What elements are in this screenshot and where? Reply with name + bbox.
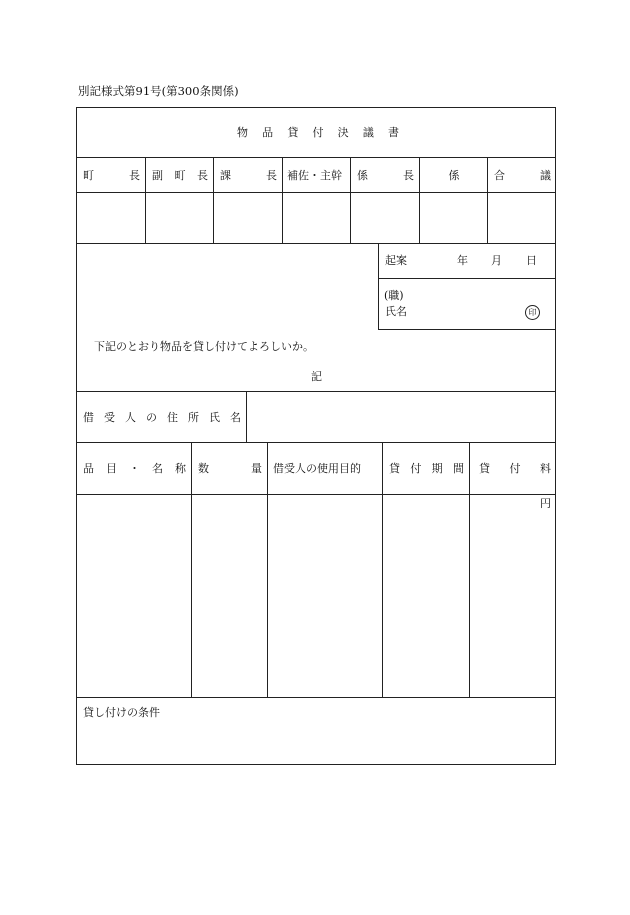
items-column-divider [469,443,470,698]
approval-header-staff: 係 [448,169,460,182]
approval-header-deputy-mayor: 副 町 長 [152,169,208,182]
approval-header-unit-chief: 係 長 [357,169,414,182]
loan-resolution-form [76,107,556,765]
approval-column-divider [213,158,214,244]
approval-column-divider [350,158,351,244]
items-header-purpose: 借受人の使用目的 [273,462,361,475]
approval-column-divider [282,158,283,244]
items-column-divider [191,443,192,698]
drafter-name-label: 氏名 [385,305,407,318]
approval-column-divider [419,158,420,244]
form-title: 物 品 貸 付 決 議 書 [237,126,399,139]
request-text: 下記のとおり物品を貸し付けてよろしいか。 [94,340,314,353]
approval-header-mayor: 町 長 [83,169,140,182]
position-label: (職) [384,289,404,302]
seal-mark-icon: 印 [525,305,540,320]
items-header-quantity: 数 量 [198,462,262,475]
draft-day-label: 日 [526,254,537,267]
items-body-bottom-divider [77,697,555,698]
draft-box-bottom-border [378,329,555,330]
fee-unit-label: 円 [540,497,551,510]
items-header-name: 品 目 ・ 名 称 [83,462,186,475]
loan-conditions-label: 貸し付けの条件 [83,706,160,719]
approval-header-section-chief: 課 長 [220,169,277,182]
draft-month-label: 月 [491,254,502,267]
draft-year-label: 年 [457,254,468,267]
approval-header-assistant: 補佐・主幹 [287,169,342,182]
borrower-address-name-label: 借 受 人 の 住 所 氏 名 [83,411,241,424]
ki-label: 記 [311,370,322,383]
items-column-divider [382,443,383,698]
approval-column-divider [487,158,488,244]
items-header-period: 貸 付 期 間 [389,462,464,475]
approval-header-divider [77,192,555,193]
draft-label: 起案 [385,254,407,267]
approval-column-divider [145,158,146,244]
items-header-divider [77,494,555,495]
approval-stamp-row-divider [77,243,555,244]
form-number-heading: 別記様式第91号(第300条関係) [78,84,239,98]
draft-box-left-border [378,244,379,330]
draft-date-divider [378,278,555,279]
items-column-divider [267,443,268,698]
items-header-fee: 貸 付 料 [479,462,551,475]
approval-header-consultation: 合 議 [494,169,551,182]
borrower-column-divider [246,392,247,443]
